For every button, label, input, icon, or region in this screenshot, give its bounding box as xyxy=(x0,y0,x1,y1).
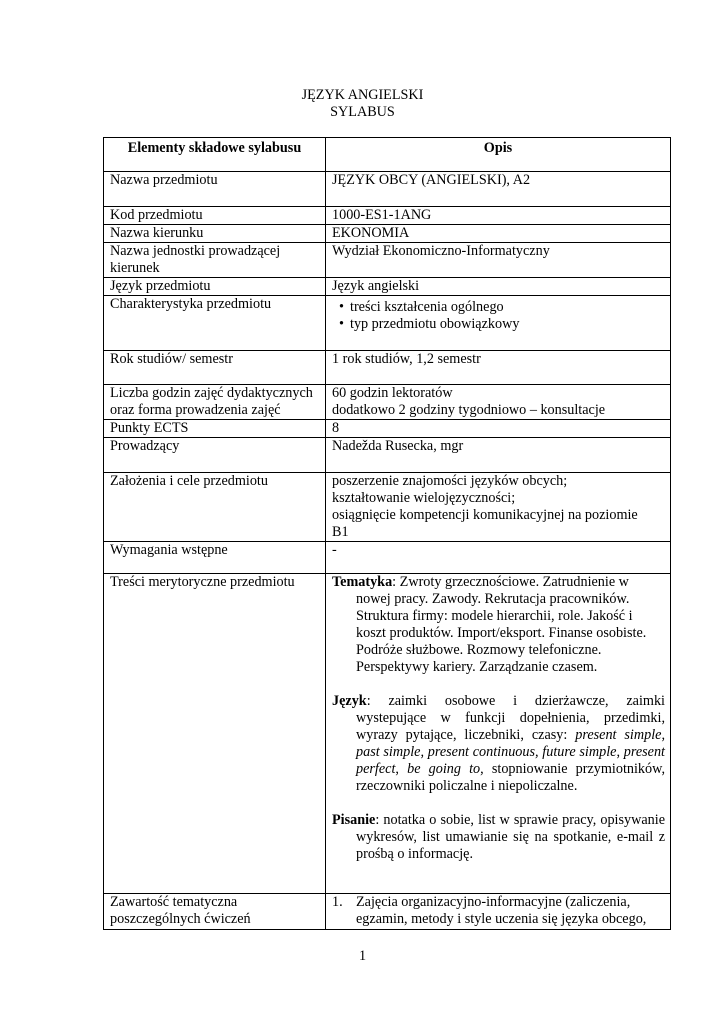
tematyka-paragraph xyxy=(332,574,665,676)
table-row xyxy=(104,473,671,542)
tematyka-label: Tematyka xyxy=(332,574,393,590)
jezyk-text: , xyxy=(395,761,408,777)
table-row xyxy=(104,542,671,574)
jezyk-label: Język xyxy=(332,693,367,709)
list-item: • typ przedmiotu obowiązkowy xyxy=(350,316,665,333)
jezyk-text: , stopniowanie przymiotników, rzeczowniki policzalne i niepoliczalne. xyxy=(356,761,665,794)
row-label xyxy=(104,385,326,420)
row-label: Prowadzący xyxy=(104,438,326,473)
row-value-line: dodatkowo 2 godziny tygodniowo – konsultacje xyxy=(332,402,606,418)
row-value: Wydział Ekonomiczno-Informatyczny xyxy=(326,243,671,278)
row-value: 1000-ES1-1ANG xyxy=(326,207,671,225)
tematyka-text: : Zwroty grzecznościowe. Zatrudnienie w nowej pracy. Zawody. Rekrutacja pracowników. Struktura firmy: modele hierarchii, role. Jakość i koszt produktów. Import/eksport. Finanse osobiste. Podróże służbowe. Rozmowy telefoniczne. Perspektywy kariery. Zarządzanie czasem. xyxy=(356,574,647,675)
item-text: Zajęcia organizacyjno-informacyjne (zaliczenia, egzamin, metody i style uczenia się języka obcego, xyxy=(356,894,647,927)
jezyk-tenses: present perfect xyxy=(356,744,665,777)
table-row xyxy=(104,225,671,243)
row-value-line: poszerzenie znajomości języków obcych; xyxy=(332,473,568,489)
row-value-line: B1 xyxy=(332,524,349,540)
row-label xyxy=(104,894,326,930)
table-row xyxy=(104,574,671,894)
row-label: Kod przedmiotu xyxy=(104,207,326,225)
row-label: Rok studiów/ semestr xyxy=(104,351,326,385)
table-row xyxy=(104,172,671,207)
item-number: 1. xyxy=(332,894,343,910)
row-label-line: Nazwa jednostki prowadzącej xyxy=(110,243,281,259)
table-row xyxy=(104,278,671,296)
table-row xyxy=(104,351,671,385)
row-label-line: Liczba godzin zajęć dydaktycznych xyxy=(110,385,313,401)
row-value xyxy=(326,473,671,542)
col2-header: Opis xyxy=(326,138,671,172)
jezyk-tenses: present simple, past simple, present continuous, future simple xyxy=(356,727,665,760)
document-title: JĘZYK ANGIELSKI xyxy=(301,87,424,103)
list-item: • treści kształcenia ogólnego xyxy=(350,299,665,316)
row-label: Założenia i cele przedmiotu xyxy=(104,473,326,542)
jezyk-text: , xyxy=(616,744,624,760)
pisanie-paragraph xyxy=(332,812,665,863)
row-value: 1 rok studiów, 1,2 semestr xyxy=(326,351,671,385)
row-value: EKONOMIA xyxy=(326,225,671,243)
row-value: JĘZYK OBCY (ANGIELSKI), A2 xyxy=(326,172,671,207)
jezyk-tenses: be going to xyxy=(407,761,481,777)
jezyk-text: : zaimki osobowe i dzierżawcze, zaimki wystepujące w funkcji dopełnienia, przedimki, wyrazy pytające, liczebniki, czasy: xyxy=(356,693,665,743)
row-value-line: kształtowanie wielojęzyczności; xyxy=(332,490,516,506)
table-row xyxy=(104,420,671,438)
row-value: Nadežda Rusecka, mgr xyxy=(326,438,671,473)
row-label: Nazwa przedmiotu xyxy=(104,172,326,207)
row-label-line: Zawartość tematyczna xyxy=(110,894,238,910)
row-value: - xyxy=(326,542,671,574)
page-number: 1 xyxy=(358,948,367,964)
table-row xyxy=(104,207,671,225)
row-label: Nazwa kierunku xyxy=(104,225,326,243)
row-label xyxy=(104,243,326,278)
document-subtitle: SYLABUS xyxy=(330,104,395,120)
bullet-list xyxy=(332,296,665,333)
pisanie-text: : notatka o sobie, list w sprawie pracy, opisywanie wykresów, list umawianie się na spotkanie, e-mail z prośbą o informację. xyxy=(356,812,665,862)
row-label: Treści merytoryczne przedmiotu xyxy=(104,574,326,894)
row-value xyxy=(326,894,671,930)
col1-header: Elementy składowe sylabusu xyxy=(104,138,326,172)
jezyk-paragraph xyxy=(332,693,665,795)
row-value xyxy=(326,574,671,894)
row-value: 8 xyxy=(326,420,671,438)
table-row xyxy=(104,438,671,473)
row-label: Język przedmiotu xyxy=(104,278,326,296)
row-value xyxy=(326,385,671,420)
row-value: Język angielski xyxy=(326,278,671,296)
row-value-line: 60 godzin lektoratów xyxy=(332,385,453,401)
table-row xyxy=(104,296,671,351)
pisanie-label: Pisanie xyxy=(332,812,376,828)
numbered-list-item xyxy=(332,894,665,928)
row-label-line: oraz forma prowadzenia zajęć xyxy=(110,402,281,418)
row-label: Punkty ECTS xyxy=(104,420,326,438)
row-value-line: osiągnięcie kompetencji komunikacyjnej na poziomie xyxy=(332,507,638,523)
row-label-line: kierunek xyxy=(110,260,160,276)
table-row xyxy=(104,894,671,930)
row-label-line: poszczególnych ćwiczeń xyxy=(110,911,251,927)
table-row xyxy=(104,385,671,420)
row-label: Charakterystyka przedmiotu xyxy=(104,296,326,351)
row-label: Wymagania wstępne xyxy=(104,542,326,574)
row-value xyxy=(326,296,671,351)
table-header-row xyxy=(104,138,671,172)
table-row xyxy=(104,243,671,278)
syllabus-table xyxy=(103,137,671,930)
